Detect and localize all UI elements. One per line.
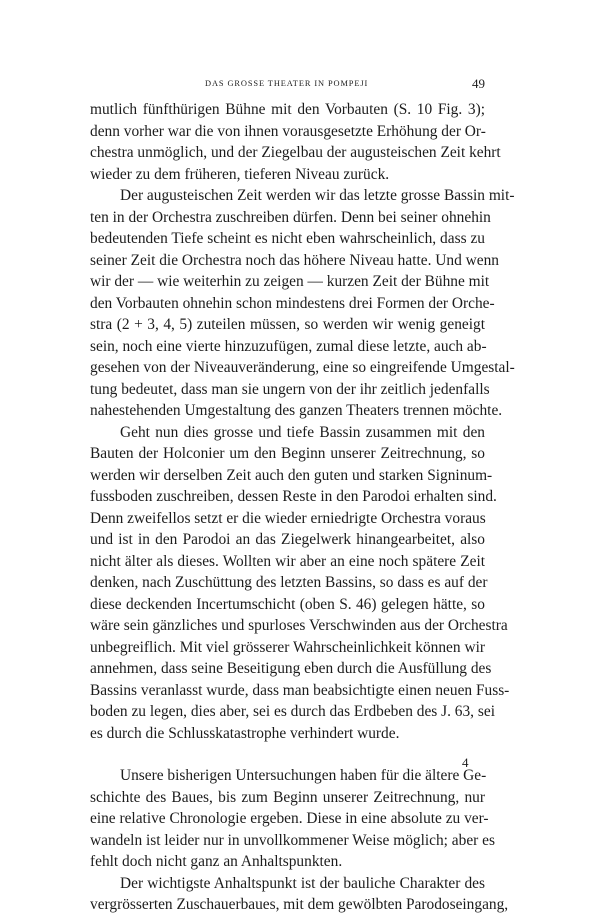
text-line: nahestehenden Umgestaltung des ganzen Theaters trennen möchte. [90,402,503,419]
text-line: wieder zu dem früheren, tieferen Niveau zurück. [90,165,390,183]
text-line: den Vorbauten ohnehin schon mindestens drei Formen der Orche- [90,294,495,312]
paragraph [90,765,495,873]
text-line: annehmen, dass seine Beseitigung eben durch die Ausfüllung des [90,660,492,677]
text-line: Denn zweifellos setzt er die wieder erniedrigte Orchestra voraus [90,509,486,527]
text-line: bedeutenden Tiefe scheint es nicht eben wahrscheinlich, dass zu [90,230,485,247]
text-line: denn vorher war die von ihnen vorausgesetzte Erhöhung der Or- [90,122,486,140]
running-header [90,76,485,92]
text-line: werden wir derselben Zeit auch den guten und starken Signinum- [90,466,493,484]
text-line: diese deckenden Incertumschicht (oben S. 46) gelegen hätte, so [90,595,485,613]
paragraph [90,99,501,185]
text-line: wir der — wie weiterhin zu zeigen — kurzen Zeit der Bühne mit [90,273,490,290]
text-line: Bauten der Holconier um den Beginn unserer Zeitrechnung, so [90,445,485,462]
text-line: Der wichtigste Anhaltspunkt ist der bauliche Charakter des [120,874,485,892]
text-line: nicht älter als dieses. Wollten wir aber an eine noch spätere Zeit [90,552,485,570]
text-line: wandeln ist leider nur in unvollkommener Weise möglich; aber es [90,831,495,849]
text-line: unbegreiflich. Mit viel grösserer Wahrscheinlichkeit können wir [90,638,485,656]
text-line: Unsere bisherigen Untersuchungen haben für die ältere Ge- [120,767,487,784]
text-line: fussboden zuschreiben, dessen Reste in den Parodoi erhalten sind. [90,488,497,505]
text-line: es durch die Schlusskatastrophe verhindert wurde. [90,724,400,742]
text-line: Bassins veranlasst wurde, dass man beabsichtigte einen neuen Fuss- [90,681,510,699]
text-line: gesehen von der Niveauveränderung, eine so eingreifende Umgestal- [90,359,515,376]
paragraph-gap [90,744,485,765]
text-line: und ist in den Parodoi an das Ziegelwerk hinangearbeitet, also [90,531,485,548]
text-line: seiner Zeit die Orchestra noch das höhere Niveau hatte. Und wenn [90,251,499,269]
text-line: ten in der Orchestra zuschreiben dürfen. Denn bei seiner ohnehin [90,208,491,226]
text-line: Geht nun dies grosse und tiefe Bassin zusammen mit den [120,423,485,441]
running-title: DAS GROSSE THEATER IN POMPEJI [205,79,369,88]
text-line: Der augusteischen Zeit werden wir das letzte grosse Bassin mit- [120,187,515,204]
text-line: sein, noch eine vierte hinzuzufügen, zumal diese letzte, auch ab- [90,337,487,355]
signature-mark: 4 [462,755,469,770]
text-line: tung bedeutet, dass man sie ungern von der ihr zeitlich jedenfalls [90,380,490,398]
text-line: stra (2 + 3, 4, 5) zuteilen müssen, so werden wir wenig geneigt [90,316,485,333]
paragraph [90,873,509,916]
text-line: wäre sein gänzliches und spurloses Verschwinden aus der Orchestra [90,617,508,634]
text-line: mutlich fünfthürigen Bühne mit den Vorbauten (S. 10 Fig. 3); [90,101,485,118]
text-line: chestra unmöglich, und der Ziegelbau der augusteischen Zeit kehrt [90,144,501,161]
paragraph [90,185,515,422]
text-line: vergrösserten Zuschauerbaues, mit dem gewölbten Parodoseingang, [90,896,509,913]
text-line: fehlt doch nicht ganz an Anhaltspunkten. [90,853,343,870]
text-line: schichte des Baues, bis zum Beginn unserer Zeitrechnung, nur [90,788,485,806]
paragraph [90,422,510,745]
body-text [90,99,515,916]
text-line: boden zu legen, dies aber, sei es durch das Erdbeben des J. 63, sei [90,703,495,720]
text-line: denken, nach Zuschüttung des letzten Bassins, so dass es auf der [90,574,488,591]
page-number: 49 [472,76,485,91]
text-line: eine relative Chronologie ergeben. Diese in eine absolute zu ver- [90,810,489,827]
